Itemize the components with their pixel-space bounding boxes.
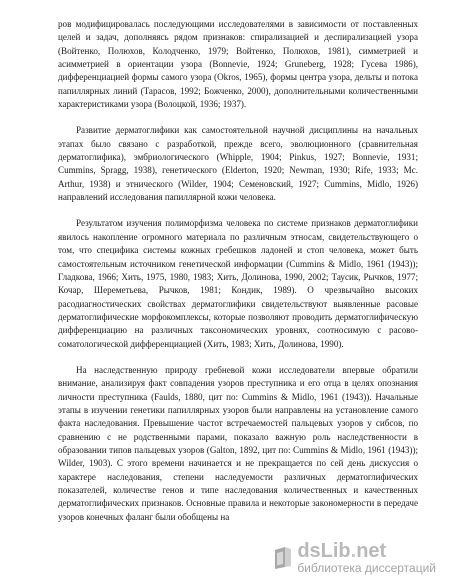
watermark-brand: dsLib.net [297, 540, 387, 562]
dslib-logo-icon [273, 546, 293, 570]
document-body [58, 18, 418, 524]
paragraph-1: ров модифицировалась последующими исследователями в зависимости от поставленных целей и задач, дополняясь рядом признаков: спирализацией и деспирализацией узора (Войтенко, Полюхов, Колодченко, 1979; Войтенко, Полюхов, 1981), симметрией и асимметрией в ориентации узора (Bonnevie, 1924; Gruneberg, 1928; Гусева 1986), дифференциацией формы самого узора (Okros, 1965), формы центра узора, дельты и потока папиллярных линий (Тарасов, 1992; Божченко, 2000), дополнительными количественными характеристиками узора (Волоцкой, 1936; 1937). [58, 19, 418, 110]
paragraph-3: Результатом изучения полиморфизма человека по системе признаков дерматоглифики явилось накопление огромного материала по различным этносам, свидетельствующего о том, что специфика системы кожных гребешков ладоней и стоп человека, может быть самостоятельным источником генетической информации (Cummins & Midlo, 1961 (1943)); Гладкова, 1966; Хить, 1975, 1980, 1983; Хить, Долинова, 1990, 2002; Таусик, Рычков, 1977; Кочар, Шереметьева, Рычков, 1981; Кондик, 1989). О чрезвычайно высоких расодиагностических свойствах дерматоглифики свидетельствуют выявленные расовые дерматоглифические морфокомплексы, которые позволяют проводить дерматоглифическую дифференциацию на различных таксономических уровнях, соотносимую с расово-соматологической дифференциацией (Хить, 1983; Хить, Долинова, 1990). [58, 218, 418, 349]
paragraph-4: На наследственную природу гребневой кожи исследователи впервые обратили внимание, анализируя факт совпадения узоров преступника и его отца в целях опознания личности преступника (Faulds, 1880, цит по: Cummins & Midlo, 1961 (1943)). Начальные этапы в изучении генетики папиллярных узоров были направлены на установление самого факта наследования. Превышение частот встречаемостей пальцевых узоров у сибсов, по сравнению с не родственными парами, показало важную роль наследственности в образовании типов пальцевых узоров (Galton, 1892, цит по: Cummins & Midlo, 1961 (1943)); Wilder, 1903). С этого времени начинается и не прекращается по сей день дискуссия о характере наследования, степени наследуемости различных дерматоглифических показателей, количестве генов и типе наследования количественных и качественных дерматоглифических признаков. Основные правила и некоторые закономерности в передаче узоров конечных фаланг были обобщены на [58, 364, 418, 522]
watermark-subtitle: библиотека диссертаций [297, 561, 436, 575]
dslib-watermark [273, 541, 436, 574]
paragraph-2: Развитие дерматоглифики как самостоятельной научной дисциплины на начальных этапах было связано с разработкой, прежде всего, эволюционного (сравнительная дерматоглифика), эмбриологического (Whipple, 1904; Pinkus, 1927; Bonnevie, 1931; Cummins, Spragg, 1938), генетического (Elderton, 1920; Newman, 1930; Rife, 1933; Mc. Arthur, 1938) и этнического (Wilder, 1904; Семеновский, 1927; Cummins, Midlo, 1926) направлений исследования папиллярной кожи человека. [58, 125, 418, 203]
